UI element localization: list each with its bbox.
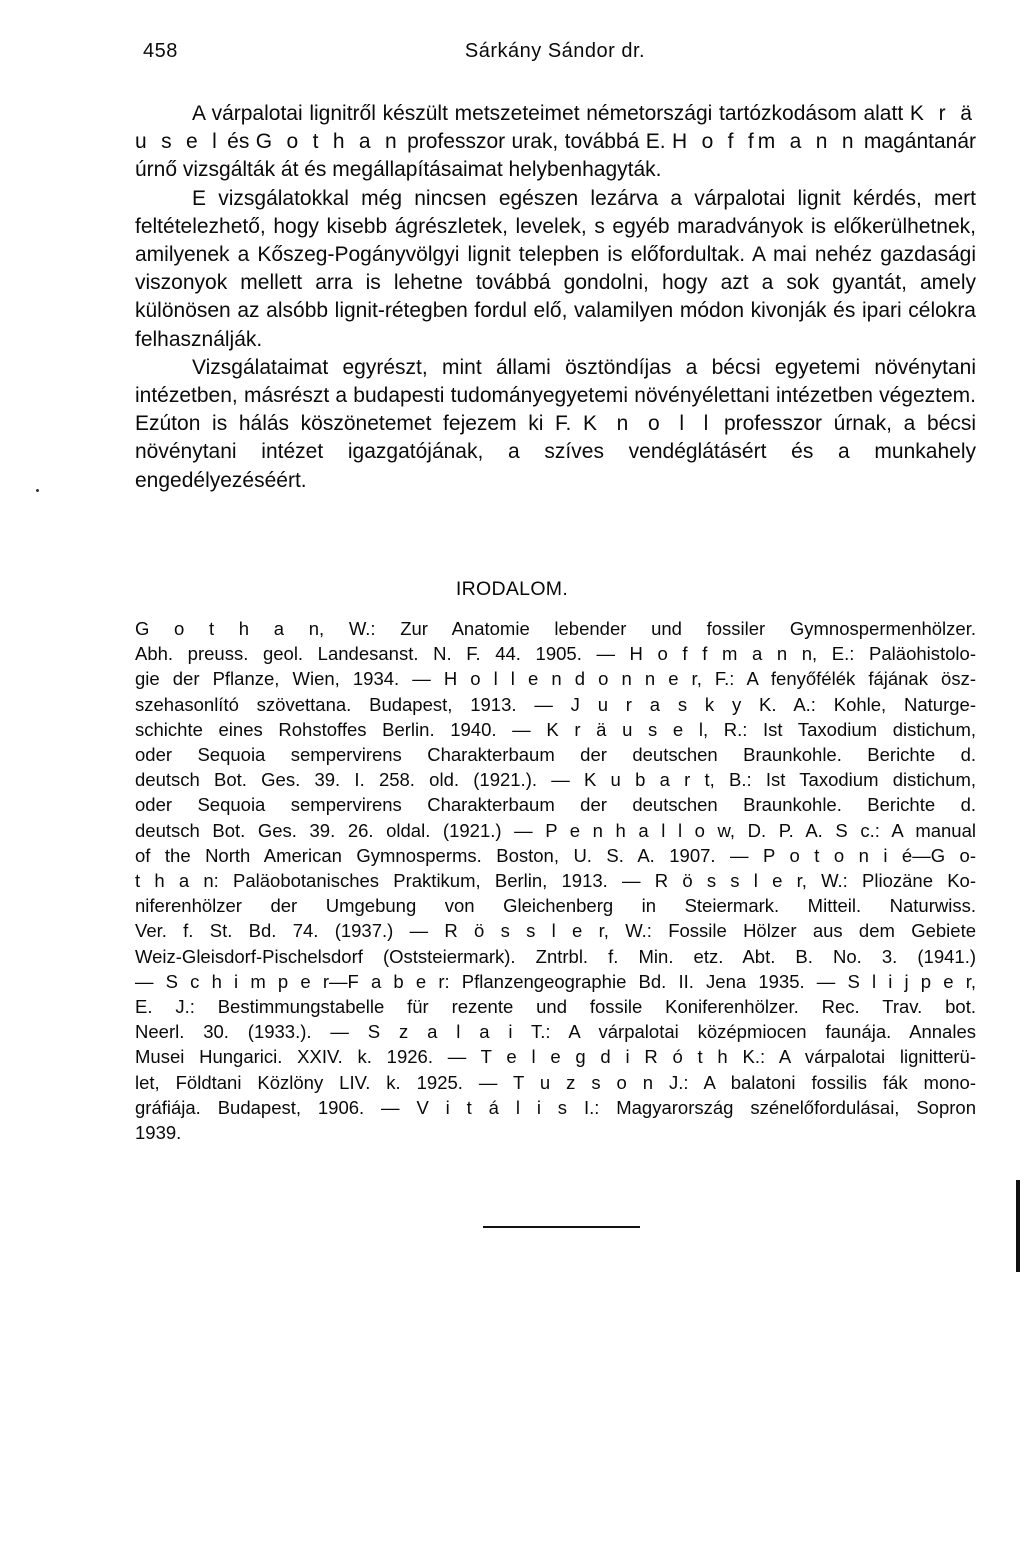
reference-line: of the North American Gymnosperms. Boston, U. S. A. 1907. — P o t o n i é—G o- [135,844,976,866]
paragraph-2: E vizsgálatokkal még nincsen egészen lezárva a várpalotai lignit kérdés, mert feltételezhető, hogy kisebb ágrészletek, levelek, s egyéb maradványok is előkerülhetnek, amilyenek a Kőszeg-Pogányvölgyi lignit telepben is előfordultak. A mai nehéz gazdasági viszonyok mellett arra is lehetne továbbá gondolni, hogy azt a sok gyantát, amely különösen az alsóbb lignit-rétegben fordul elő, valamilyen módon kivonják és ipari célokra felhasználják. [135,186,976,351]
page-header [135,40,975,70]
reference-line: oder Sequoia sempervirens Charakterbaum der deutschen Braunkohle. Berichte d. [135,744,976,766]
reference-line: G o t h a n, W.: Zur Anatomie lebender und fossiler Gymnospermenhölzer. [135,618,976,639]
reference-line: 1939. [135,1122,182,1144]
end-rule [483,1226,640,1228]
reference-line: t h a n: Paläobotanisches Praktikum, Berlin, 1913. — R ö s s l e r, W.: Pliozäne Ko- [135,870,976,892]
reference-line: deutsch Bot. Ges. 39. 26. oldal. (1921.) — P e n h a l l o w, D. P. A. S c.: A manual [135,819,976,841]
reference-line: — S c h i m p e r—F a b e r: Pflanzengeographie Bd. II. Jena 1935. — S l i j p e r, [135,970,976,992]
author-name-gothan: G o t h a n [255,130,401,154]
reference-list [135,616,976,1145]
reference-line: gráfiája. Budapest, 1906. — V i t á l i s I.: Magyarország szénelőfordulásai, Sopron [135,1096,976,1118]
reference-line: Abh. preuss. geol. Landesanst. N. F. 44. 1905. — H o f f m a n n, E.: Paläohistolo- [135,643,976,665]
reference-line: Neerl. 30. (1933.). — S z a l a i T.: A várpalotai középmiocen faunája. Annales [135,1021,976,1043]
paragraph-1-text-b: és [220,130,256,154]
scan-speck [36,489,39,492]
reference-line: Weiz-Gleisdorf-Pischelsdorf (Oststeiermark). Zntrbl. f. Min. etz. Abt. B. No. 3. (1941.) [135,945,976,967]
author-name-hoffmann: H o f fm a n n [672,130,858,154]
reference-line: niferenhölzer der Umgebung von Gleichenberg in Steiermark. Mitteil. Naturwiss. [135,895,976,917]
author-name-knoll: K n o l l [583,412,713,436]
reference-line: E. J.: Bestimmungstabelle für rezente und fossile Koniferenhölzer. Rec. Trav. bot. [135,996,976,1018]
reference-line: let, Földtani Közlöny LIV. k. 1925. — T u z s o n J.: A balatoni fossilis fák mono- [135,1071,976,1093]
paragraph-3-text-a: Vizsgálataimat egyrészt, mint állami ösztöndíjas a bécsi egyetemi növénytani intézetben, másrészt a budapesti tudományegyetemi növényélettani intézetben végeztem. Ezúton is hálás köszönetemet fejezem ki F. [135,355,976,436]
paragraph-3 [135,354,976,495]
author-name-krausel: K r ä u s e l [135,102,976,154]
paragraph-1-text-d: magántanár úrnő vizsgálták át és megállapításaimat helybenhagyták. [135,130,976,182]
reference-line: Musei Hungarici. XXIV. k. 1926. — T e l e g d i R ó t h K.: A várpalotai lignitterü- [135,1046,976,1068]
paragraph-1 [135,100,976,185]
running-head: Sárkány Sándor dr. [464,40,646,62]
reference-line: deutsch Bot. Ges. 39. I. 258. old. (1921.). — K u b a r t, B.: Ist Taxodium distichum, [135,769,976,791]
reference-line: Ver. f. St. Bd. 74. (1937.) — R ö s s l e r, W.: Fossile Hölzer aus dem Gebiete [135,920,976,942]
paragraph-1-text-c: professzor urak, továbbá E. [400,130,673,154]
scan-edge-mark [1016,1180,1020,1272]
page-number: 458 [143,40,178,62]
reference-line: gie der Pflanze, Wien, 1934. — H o l l e n d o n n e r, F.: A fenyőfélék fájának ösz- [135,668,976,690]
reference-line: schichte eines Rohstoffes Berlin. 1940. — K r ä u s e l, R.: Ist Taxodium distichum, [135,718,976,740]
reference-line: szehasonlító szövettana. Budapest, 1913. — J u r a s k y K. A.: Kohle, Naturge- [135,693,976,715]
paragraph-1-text-a: A várpalotai lignitről készült metszeteimet németországi tartózkodásom alatt [192,102,910,125]
body-text [135,100,976,495]
paragraph-3-text-b: professzor úrnak, a bécsi növénytani intézet igazgatójának, a szíves vendéglátásért és a munkahely engedélyezéséért. [135,412,976,492]
reference-line: oder Sequoia sempervirens Charakterbaum der deutschen Braunkohle. Berichte d. [135,794,976,816]
section-title: IRODALOM. [455,578,569,600]
